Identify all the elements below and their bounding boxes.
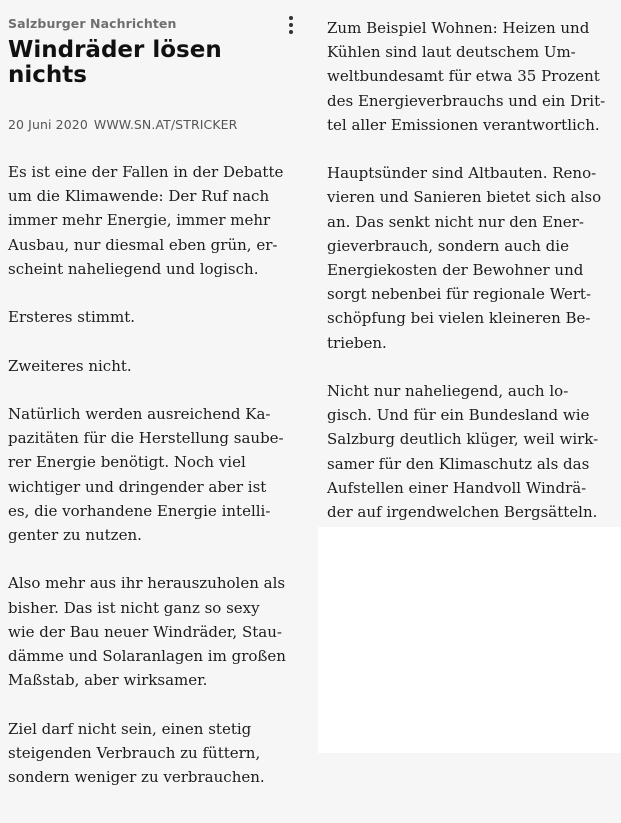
paragraph: Ziel darf nicht sein, einen stetig steigenden Verbrauch zu füttern, sondern weniger zu verbrauchen. (8, 719, 265, 786)
more-vertical-icon-dot (289, 30, 293, 34)
paragraph: Nicht nur naheliegend, auch lo- gisch. Und für ein Bundesland wie Salzburg deutlich klüger, weil wirk- samer für den Klimaschutz als das Aufstellen einer Handvoll Windrä- der auf irgendwelchen Bergsätteln. (327, 382, 599, 522)
article-title: Windräder lösen nichts (8, 37, 222, 88)
paragraph: Natürlich werden ausreichend Ka- pazitäten für die Herstellung saube- rer Energie benötigt. Noch viel wichtiger und dringender aber ist es, die vorhandene Energie intelli- genter zu nutzen. (8, 404, 284, 544)
more-options-button[interactable] (283, 14, 299, 36)
article-body-right (327, 16, 617, 548)
paragraph: Zweiteres nicht. (8, 356, 132, 375)
article-meta (8, 117, 237, 132)
paragraph: Also mehr aus ihr herauszuholen als bisher. Das ist nicht ganz so sexy wie der Bau neuer Windräder, Stau- dämme und Solaranlagen im großen Maßstab, aber wirksamer. (8, 574, 286, 690)
article-date: 20 Juni 2020 (8, 117, 88, 132)
paragraph: Ersteres stimmt. (8, 308, 136, 327)
more-vertical-icon-dot (289, 23, 293, 27)
article-body-left (8, 160, 308, 813)
more-vertical-icon (289, 16, 293, 20)
empty-area (318, 527, 621, 753)
paragraph: Es ist eine der Fallen in der Debatte um die Klimawende: Der Ruf nach immer mehr Energie, immer mehr Ausbau, nur diesmal eben grün, er- scheint naheliegend und logisch. (8, 163, 284, 278)
paragraph: Hauptsünder sind Altbauten. Reno- vieren und Sanieren bietet sich also an. Das senkt nicht nur den Ener- gieverbrauch, sondern auch die Energiekosten der Bewohner und sorgt nebenbei für regionale Wert- schöpfung bei vielen kleineren Be- trieben. (327, 164, 602, 352)
paragraph: Zum Beispiel Wohnen: Heizen und Kühlen sind laut deutschem Um- weltbundesamt für etwa 35 Prozent des Energieverbrauchs und ein Drit- tel aller Emissionen verantwortlich. (327, 19, 606, 134)
article-url[interactable]: WWW.SN.AT/STRICKER (93, 117, 238, 132)
publication-name: Salzburger Nachrichten (8, 16, 177, 31)
